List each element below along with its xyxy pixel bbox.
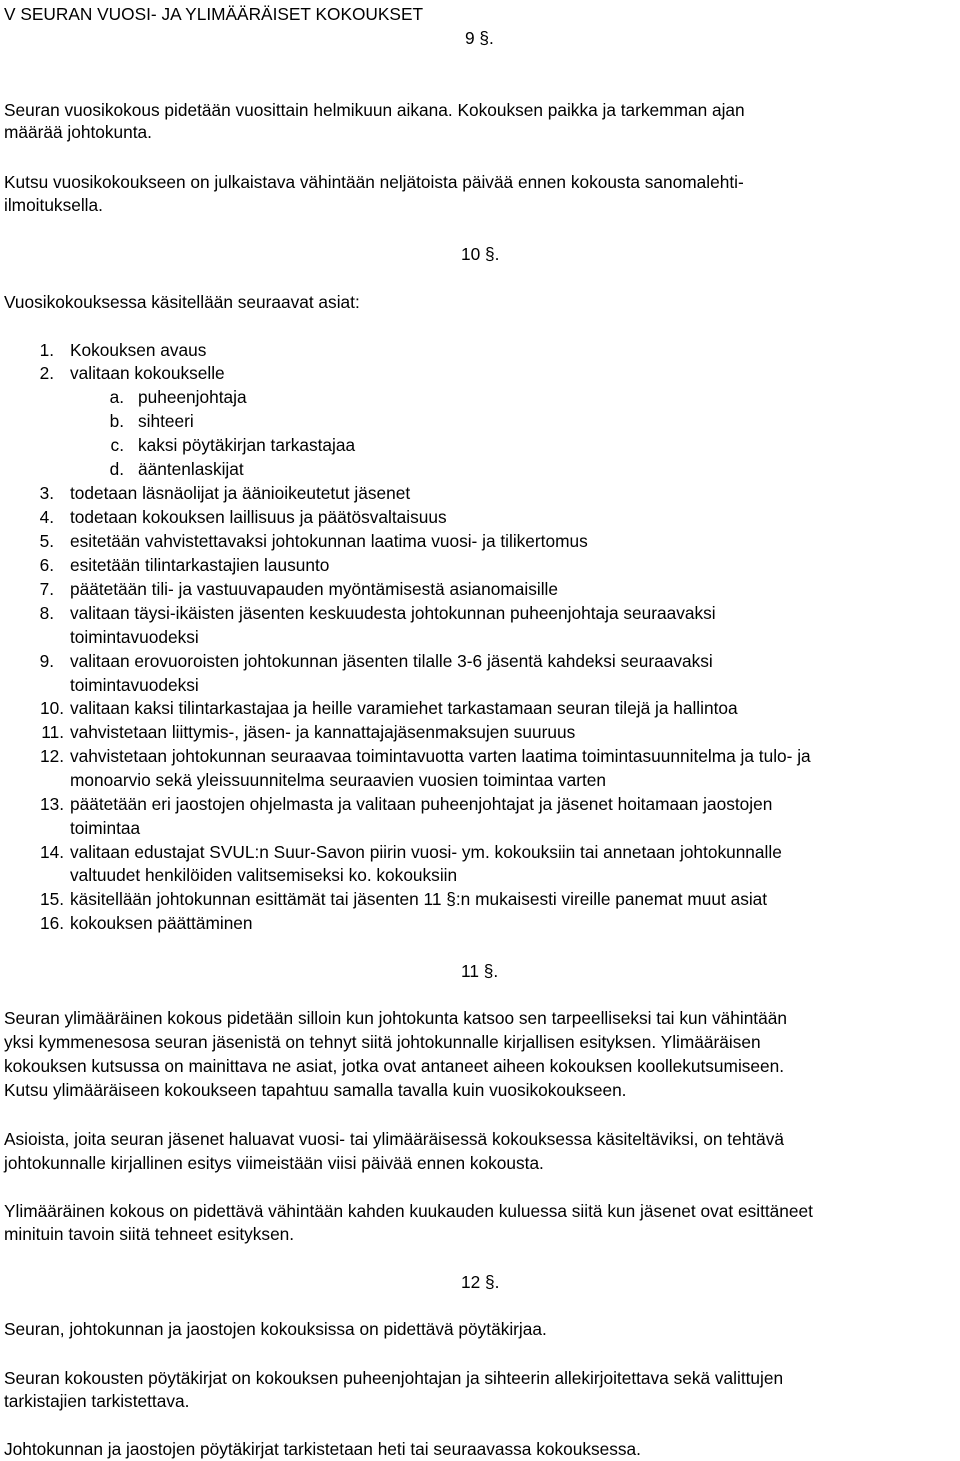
- agenda-item-text: todetaan kokouksen laillisuus ja päätösvaltaisuus: [70, 507, 447, 527]
- para12b-line-1: Seuran kokousten pöytäkirjat on kokouksen puheenjohtajan ja sihteerin allekirjoitettava sekä valittujen: [4, 1368, 784, 1388]
- subitem-text: kaksi pöytäkirjan tarkastajaa: [138, 435, 356, 455]
- agenda-number: 6.: [39, 555, 54, 575]
- agenda-item-text: valitaan erovuoroisten johtokunnan jäsenten tilalle 3-6 jäsentä kahdeksi seuraavaksi: [70, 651, 713, 671]
- para11c-line-2: minituin tavoin siitä tehneet esityksen.: [4, 1224, 295, 1244]
- agenda-item-text: valitaan kaksi tilintarkastajaa ja heille varamiehet tarkastamaan seuran tilejä ja hallintoa: [70, 698, 738, 718]
- agenda-number: 15.: [39, 889, 64, 909]
- agenda-item-text: valitaan täysi-ikäisten jäsenten keskuudesta johtokunnan puheenjohtaja seuraavaksi: [70, 603, 716, 623]
- para12c: Johtokunnan ja jaostojen pöytäkirjat tarkistetaan heti tai seuraavassa kokouksessa.: [4, 1439, 641, 1459]
- agenda-number: 16.: [39, 913, 64, 933]
- agenda-number: 1.: [39, 340, 54, 360]
- agenda-item-text: päätetään tili- ja vastuuvapauden myöntämisestä asianomaisille: [70, 579, 558, 599]
- para10-intro-line-2: ilmoituksella.: [4, 195, 103, 215]
- agenda-number: 12.: [39, 746, 64, 766]
- subitem-letter: b.: [109, 411, 124, 431]
- agenda-item-text: vahvistetaan johtokunnan seuraavaa toimintavuotta varten laatima toimintasuunnitelma ja tulo- ja: [70, 746, 811, 766]
- agenda-number: 3.: [39, 483, 54, 503]
- subitem-text: puheenjohtaja: [138, 387, 247, 407]
- agenda-item-text-cont: monoarvio sekä yleissuunnitelma seuraavien vuosien toimintaa varten: [70, 770, 607, 790]
- agenda-item-text-cont: toimintaa: [70, 818, 141, 838]
- subitem-letter: c.: [110, 435, 124, 455]
- agenda-number: 9.: [39, 651, 54, 671]
- agenda-item-text-cont: toimintavuodeksi: [70, 627, 199, 647]
- agenda-item-text: käsitellään johtokunnan esittämät tai jäsenten 11 §:n mukaisesti vireille panemat muut asiat: [70, 889, 768, 909]
- para11a-line-3: kokouksen kutsussa on mainittava ne asiat, jotka ovat antaneet aiheen kokouksen koollekutsumiseen.: [4, 1056, 785, 1076]
- agenda-item-text: Kokouksen avaus: [70, 340, 207, 360]
- para11b-line-1: Asioista, joita seuran jäsenet haluavat vuosi- tai ylimääräisessä kokouksessa käsiteltäviksi, on tehtävä: [4, 1129, 784, 1149]
- agenda-item-text: päätetään eri jaostojen ohjelmasta ja valitaan puheenjohtajat ja jäsenet hoitamaan jaostojen: [70, 794, 773, 814]
- agenda-item-text-cont: valtuudet henkilöiden valitsemiseksi ko. kokouksiin: [70, 865, 458, 885]
- section-11-number: 11 §.: [461, 961, 499, 981]
- para12a: Seuran, johtokunnan ja jaostojen kokouksissa on pidettävä pöytäkirjaa.: [4, 1319, 547, 1339]
- agenda-item-text: vahvistetaan liittymis-, jäsen- ja kannattajajäsenmaksujen suuruus: [70, 722, 576, 742]
- subitem-text: ääntenlaskijat: [138, 459, 244, 479]
- agenda-item-text: valitaan kokoukselle: [70, 363, 225, 383]
- para11a-line-4: Kutsu ylimääräiseen kokoukseen tapahtuu samalla tavalla kuin vuosikokoukseen.: [4, 1080, 627, 1100]
- para11a-line-2: yksi kymmenesosa seuran jäsenistä on tehnyt siitä johtokunnalle kirjallisen esityksen. Ylimääräisen: [4, 1032, 761, 1052]
- para12b-line-2: tarkistajien tarkistettava.: [4, 1391, 190, 1411]
- agenda-number: 5.: [39, 531, 54, 551]
- agenda-number: 10.: [39, 698, 64, 718]
- agenda-item-text: valitaan edustajat SVUL:n Suur-Savon piirin vuosi- ym. kokouksiin tai annetaan johtokunnalle: [70, 842, 782, 862]
- subitem-letter: d.: [109, 459, 124, 479]
- section-9-number: 9 §.: [465, 28, 494, 48]
- agenda-item-text: kokouksen päättäminen: [70, 913, 253, 933]
- para11c-line-1: Ylimääräinen kokous on pidettävä vähintään kahden kuukauden kuluessa siitä kun jäsenet ovat esittäneet: [4, 1201, 813, 1221]
- subitem-letter: a.: [109, 387, 124, 407]
- agenda-number: 8.: [39, 603, 54, 623]
- agenda-item-text: todetaan läsnäolijat ja äänioikeutetut jäsenet: [70, 483, 411, 503]
- agenda-number: 11.: [41, 722, 64, 742]
- agenda-item-text: esitetään tilintarkastajien lausunto: [70, 555, 330, 575]
- agenda-item-text-cont: toimintavuodeksi: [70, 675, 199, 695]
- section-10-number: 10 §.: [461, 244, 500, 264]
- chapter-heading: V SEURAN VUOSI- JA YLIMÄÄRÄISET KOKOUKSET: [4, 4, 424, 24]
- para11a-line-1: Seuran ylimääräinen kokous pidetään silloin kun johtokunta katsoo sen tarpeelliseksi tai kun vähintään: [4, 1008, 787, 1028]
- agenda-item-text: esitetään vahvistettavaksi johtokunnan laatima vuosi- ja tilikertomus: [70, 531, 588, 551]
- para11b-line-2: johtokunnalle kirjallinen esitys viimeistään viisi päivää ennen kokousta.: [4, 1153, 544, 1173]
- agenda-number: 13.: [39, 794, 64, 814]
- subitem-text: sihteeri: [138, 411, 194, 431]
- para9-line-2: määrää johtokunta.: [4, 122, 152, 142]
- para10-intro-line-1: Kutsu vuosikokoukseen on julkaistava vähintään neljätoista päivää ennen kokousta sanomalehti-: [4, 172, 744, 192]
- para9-line-1: Seuran vuosikokous pidetään vuosittain helmikuun aikana. Kokouksen paikka ja tarkemman ajan: [4, 100, 745, 120]
- section-12-number: 12 §.: [461, 1272, 500, 1292]
- agenda-number: 4.: [39, 507, 54, 527]
- agenda-number: 7.: [39, 579, 54, 599]
- agenda-number: 14.: [39, 842, 64, 862]
- para10-list-intro: Vuosikokouksessa käsitellään seuraavat asiat:: [4, 292, 360, 312]
- agenda-number: 2.: [39, 363, 54, 383]
